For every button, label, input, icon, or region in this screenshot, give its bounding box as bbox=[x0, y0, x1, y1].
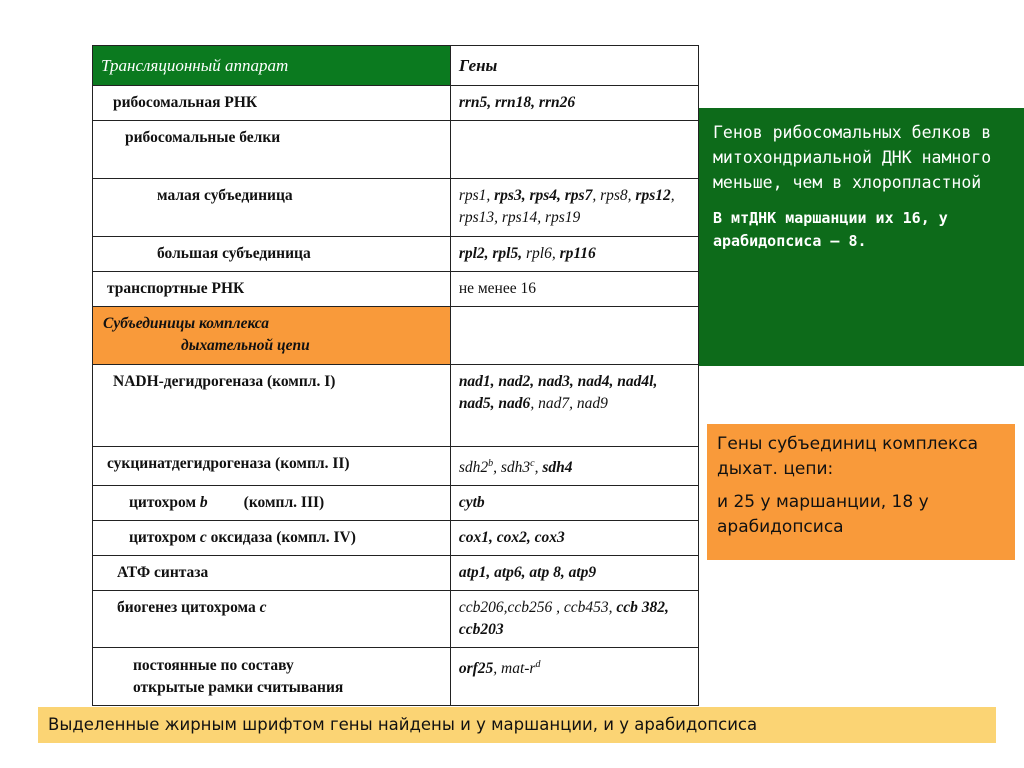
gene-text: sdh2 bbox=[458, 459, 489, 477]
row-genes bbox=[450, 272, 698, 307]
label-italic: b bbox=[199, 494, 208, 512]
header-translational-apparatus: Трансляционный аппарат bbox=[93, 46, 451, 86]
gene-text: cox1, cox2, cox3 bbox=[458, 529, 565, 547]
row-label: транспортные РНК bbox=[93, 272, 451, 307]
row-label: малая субъединица bbox=[93, 179, 451, 237]
gene-text: , rps13, rps14, rps19 bbox=[458, 187, 675, 226]
row-label bbox=[93, 648, 451, 706]
gene-text: , nad7, nad9 bbox=[530, 395, 608, 412]
table-row bbox=[93, 521, 699, 556]
table-row-section bbox=[93, 307, 699, 365]
label-part: биогенез цитохрома bbox=[117, 599, 260, 617]
row-genes bbox=[450, 365, 698, 447]
gene-text: d bbox=[535, 659, 541, 671]
section-label-line1: Субъединицы комплекса bbox=[103, 315, 270, 332]
respiratory-subunits-note bbox=[707, 424, 1015, 560]
table-row bbox=[93, 272, 699, 307]
green-note-counts: В мтДНК маршанции их 16, у арабидопсиса – 8. bbox=[713, 209, 948, 250]
gene-text: c bbox=[530, 458, 535, 469]
label-part: оксидаза (компл. IV) bbox=[206, 529, 356, 547]
genes-table bbox=[92, 45, 699, 706]
gene-text: sdh4 bbox=[542, 459, 573, 477]
bold-genes-footnote: Выделенные жирным шрифтом гены найдены и у маршанции, и у арабидопсиса bbox=[38, 707, 996, 743]
label-part: цитохром bbox=[129, 494, 200, 512]
gene-text: rps1, bbox=[458, 187, 495, 204]
gene-text: rpl6, bbox=[526, 245, 560, 262]
gene-text: не менее 16 bbox=[458, 280, 536, 297]
gene-text: rpl2, rpl5, bbox=[458, 245, 526, 262]
table-row bbox=[93, 237, 699, 272]
label-part: цитохром bbox=[129, 529, 200, 547]
table-row bbox=[93, 179, 699, 237]
row-label: рибосомальная РНК bbox=[93, 86, 451, 121]
section-label-line2: дыхательной цепи bbox=[181, 337, 310, 354]
label-line2: открытые рамки считывания bbox=[133, 679, 344, 697]
table-row bbox=[93, 447, 699, 486]
row-label bbox=[93, 521, 451, 556]
table-row bbox=[93, 486, 699, 521]
row-genes bbox=[450, 121, 698, 179]
table-row bbox=[93, 648, 699, 706]
gene-text: rps3, rps4, rps7 bbox=[494, 187, 593, 204]
row-genes bbox=[450, 307, 698, 365]
label-part: (компл. III) bbox=[243, 494, 325, 512]
gene-text: rp116 bbox=[559, 245, 596, 262]
gene-text: , mat-r bbox=[493, 660, 536, 678]
gene-text: nad1, nad2, nad3, nad4, nad4l, nad5, nad6 bbox=[458, 373, 658, 412]
gene-text: , bbox=[534, 459, 543, 477]
row-genes bbox=[450, 86, 698, 121]
gene-text: cytb bbox=[458, 494, 485, 512]
label-italic: c bbox=[259, 599, 267, 617]
table-header-row bbox=[93, 46, 699, 86]
gene-text: b bbox=[488, 458, 494, 469]
section-label-respiratory-chain bbox=[93, 307, 451, 365]
gene-text: , rps8, bbox=[592, 187, 636, 204]
row-genes bbox=[450, 591, 698, 648]
row-label: АТФ синтаза bbox=[93, 556, 451, 591]
table-row bbox=[93, 365, 699, 447]
row-label: NADH-дегидрогеназа (компл. I) bbox=[93, 365, 451, 447]
row-label: рибосомальные белки bbox=[93, 121, 451, 179]
row-label bbox=[93, 591, 451, 648]
ribosomal-proteins-note bbox=[699, 108, 1024, 366]
table-row bbox=[93, 121, 699, 179]
gene-text: atp1, atp6, atp 8, atp9 bbox=[458, 564, 597, 582]
row-genes bbox=[450, 447, 698, 486]
label-italic: c bbox=[199, 529, 207, 547]
row-genes bbox=[450, 556, 698, 591]
gene-text: ccb206,ccb256 , ccb453, bbox=[458, 599, 617, 617]
table-row bbox=[93, 591, 699, 648]
label-line1: постоянные по составу bbox=[133, 657, 294, 675]
row-genes bbox=[450, 179, 698, 237]
green-note-main: Генов рибосомальных белков в митохондриальной ДНК намного меньше, чем в хлоропластной bbox=[713, 123, 992, 192]
gene-text: , sdh3 bbox=[493, 459, 531, 477]
orange-note-counts: и 25 у маршанции, 18 у арабидопсиса bbox=[717, 492, 929, 537]
gene-text: orf25 bbox=[458, 660, 494, 678]
gene-text: ccb 382, ccb203 bbox=[458, 599, 669, 639]
table-row bbox=[93, 86, 699, 121]
row-label: сукцинатдегидрогеназа (компл. II) bbox=[93, 447, 451, 486]
table-row bbox=[93, 556, 699, 591]
row-genes bbox=[450, 237, 698, 272]
orange-note-title: Гены субъединиц комплекса дыхат. цепи: bbox=[717, 434, 979, 479]
row-label: большая субъединица bbox=[93, 237, 451, 272]
row-genes bbox=[450, 521, 698, 556]
gene-text: rrn5, rrn18, rrn26 bbox=[458, 94, 576, 111]
header-genes: Гены bbox=[450, 46, 698, 86]
row-label bbox=[93, 486, 451, 521]
row-genes bbox=[450, 648, 698, 706]
gene-text: rps12 bbox=[635, 187, 671, 204]
row-genes bbox=[450, 486, 698, 521]
